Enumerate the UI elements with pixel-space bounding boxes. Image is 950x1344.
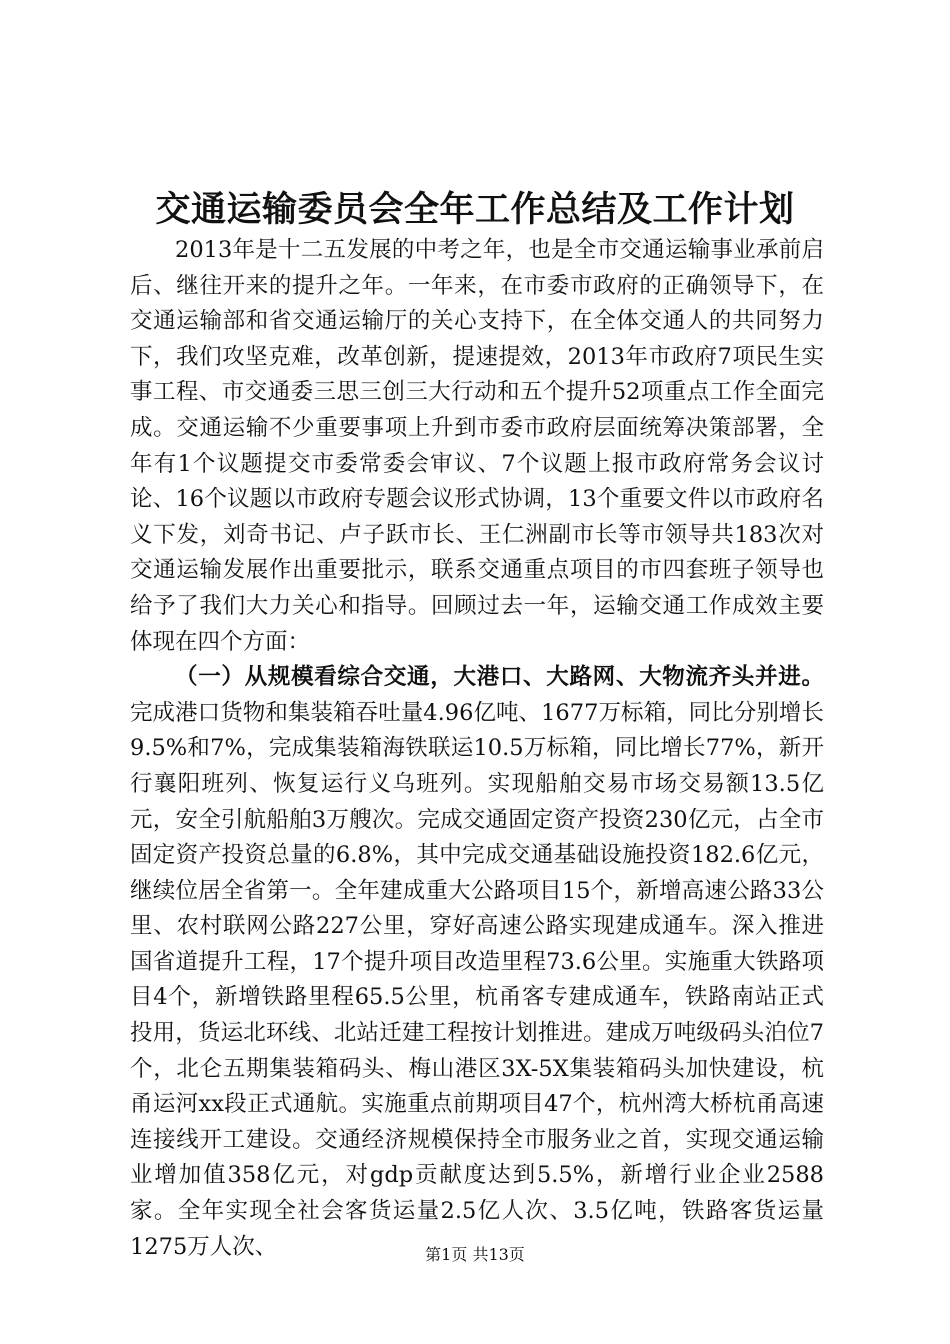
section-1-heading: （一）从规模看综合交通，大港口、大路网、大物流齐头并进。 [175,664,824,691]
document-title: 交通运输委员会全年工作总结及工作计划 [155,189,795,230]
paragraph-intro [130,233,824,660]
document-body [130,233,824,1265]
paragraph-section-1 [130,660,824,1265]
page-footer: 第1页 共13页 [425,1245,525,1264]
section-1-text: 完成港口货物和集装箱吞吐量4.96亿吨、1677万标箱，同比分别增长9.5%和7%，完成集装箱海铁联运10.5万标箱，同比增长77%，新开行襄阳班列、恢复运行义乌班列。实现船舶交易市场交易额13.5亿元，安全引航船舶3万艘次。完成交通固定资产投资230亿元，占全市固定资产投资总量的6.8%，其中完成交通基础设施投资182.6亿元，继续位居全省第一。全年建成重大公路项目15个，新增高速公路33公里、农村联网公路227公里，穿好高速公路实现建成通车。深入推进国省道提升工程，17个提升项目改造里程73.6公里。实施重大铁路项目4个，新增铁路里程65.5公里，杭甬客专建成通车，铁路南站正式投用，货运北环线、北站迁建工程按计划推进。建成万吨级码头泊位7个，北仑五期集装箱码头、梅山港区3X-5X集装箱码头加快建设，杭甬运河xx段正式通航。实施重点前期项目47个，杭州湾大桥杭甬高速连接线开工建设。交通经济规模保持全市服务业之首，实现交通运输业增加值358亿元，对gdp贡献度达到5.5%，新增行业企业2588家。全年实现全社会客货运量2.5亿人次、3.5亿吨，铁路客货运量1275万人次、 [130,699,824,1260]
paragraph-intro-text: 2013年是十二五发展的中考之年，也是全市交通运输事业承前启后、继往开来的提升之年。一年来，在市委市政府的正确领导下，在交通运输部和省交通运输厅的关心支持下，在全体交通人的共同努力下，我们攻坚克难，改革创新，提速提效，2013年市政府7项民生实事工程、市交通委三思三创三大行动和五个提升52项重点工作全面完成。交通运输不少重要事项上升到市委市政府层面统筹决策部署，全年有1个议题提交市委常委会审议、7个议题上报市政府常务会议讨论、16个议题以市政府专题会议形式协调，13个重要文件以市政府名义下发，刘奇书记、卢子跃市长、王仁洲副市长等市领导共183次对交通运输发展作出重要批示，联系交通重点项目的市四套班子领导也给予了我们大力关心和指导。回顾过去一年，运输交通工作成效主要体现在四个方面： [130,237,824,655]
